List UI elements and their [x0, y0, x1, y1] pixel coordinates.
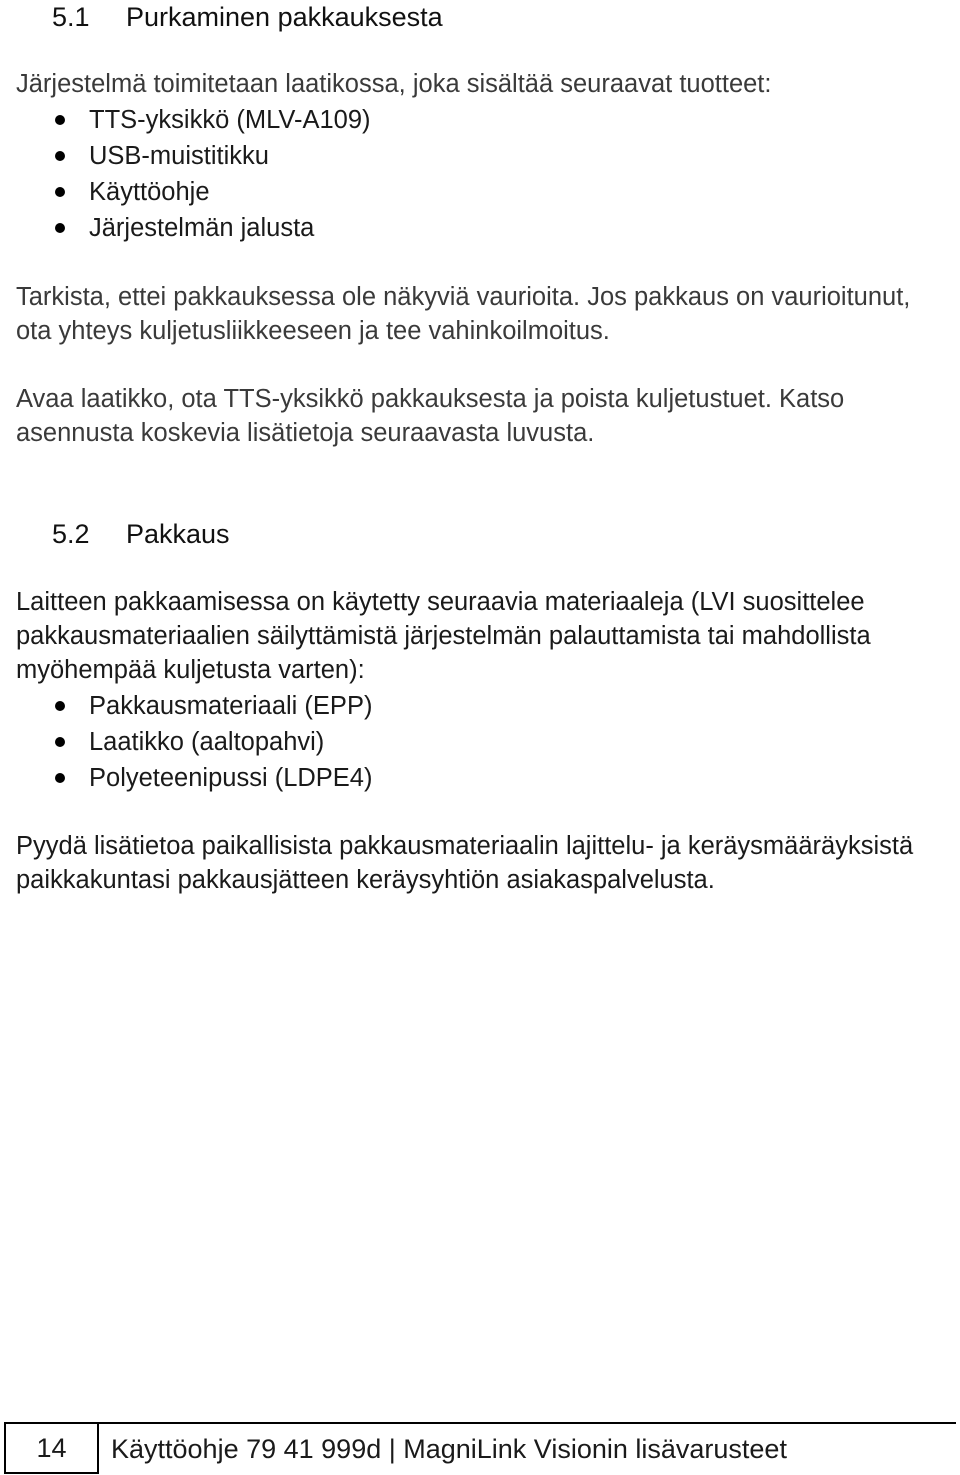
section-2-para-2-block — [16, 829, 944, 897]
page-footer — [4, 1422, 956, 1474]
bullet-icon — [55, 151, 65, 161]
contents-list — [16, 102, 944, 246]
bullet-icon — [55, 701, 65, 711]
bullet-icon — [55, 773, 65, 783]
list-item: TTS-yksikkö (MLV-A109) — [16, 102, 944, 138]
list-item: Järjestelmän jalusta — [16, 210, 944, 246]
list-item: Käyttöohje — [16, 174, 944, 210]
section-number: 5.2 — [52, 519, 90, 549]
bullet-icon — [55, 737, 65, 747]
section-1-intro-block — [16, 67, 944, 101]
section-1-list-block — [16, 102, 944, 246]
bullet-icon — [55, 223, 65, 233]
bullet-icon — [55, 187, 65, 197]
section-1-para-3-block — [16, 382, 944, 450]
list-item: Polyeteenipussi (LDPE4) — [16, 760, 944, 796]
section-1-intro: Järjestelmä toimitetaan laatikossa, joka sisältää seuraavat tuotteet: — [16, 70, 772, 98]
section-heading-5-2 — [52, 517, 230, 551]
page-number: 14 — [4, 1422, 99, 1474]
section-title: Purkaminen pakkauksesta — [126, 2, 443, 32]
damage-check-paragraph: Tarkista, ettei pakkauksessa ole näkyviä vaurioita. Jos pakkaus on vaurioitunut, ota yhteys kuljetusliikkeeseen ja tee vahinkoilmoitus. — [16, 283, 911, 345]
section-number: 5.1 — [52, 2, 90, 32]
materials-list — [16, 688, 944, 796]
section-2-intro-block — [16, 585, 944, 687]
unpack-paragraph: Avaa laatikko, ota TTS-yksikkö pakkauksesta ja poista kuljetustuet. Katso asennusta koskevia lisätietoja seuraavasta luvusta. — [16, 385, 845, 447]
section-heading-5-1 — [52, 0, 443, 34]
list-item: USB-muistitikku — [16, 138, 944, 174]
list-item: Pakkausmateriaali (EPP) — [16, 688, 944, 724]
list-item: Laatikko (aaltopahvi) — [16, 724, 944, 760]
section-title: Pakkaus — [126, 519, 230, 549]
packaging-intro-paragraph: Laitteen pakkaamisessa on käytetty seuraavia materiaaleja (LVI suosittelee pakkausmateriaalien säilyttämistä järjestelmän palauttamista tai mahdollista myöhempää kuljetusta varten): — [16, 588, 871, 684]
recycling-info-paragraph: Pyydä lisätietoa paikallisista pakkausmateriaalin lajittelu- ja keräysmääräyksistä paikkakuntasi pakkausjätteen keräysyhtiön asiakaspalvelusta. — [16, 832, 914, 894]
section-1-para-2-block — [16, 280, 944, 348]
footer-divider — [4, 1422, 956, 1424]
bullet-icon — [55, 115, 65, 125]
section-2-list-block — [16, 688, 944, 796]
document-title: Käyttöohje 79 41 999d | MagniLink Visionin lisävarusteet — [111, 1434, 787, 1464]
